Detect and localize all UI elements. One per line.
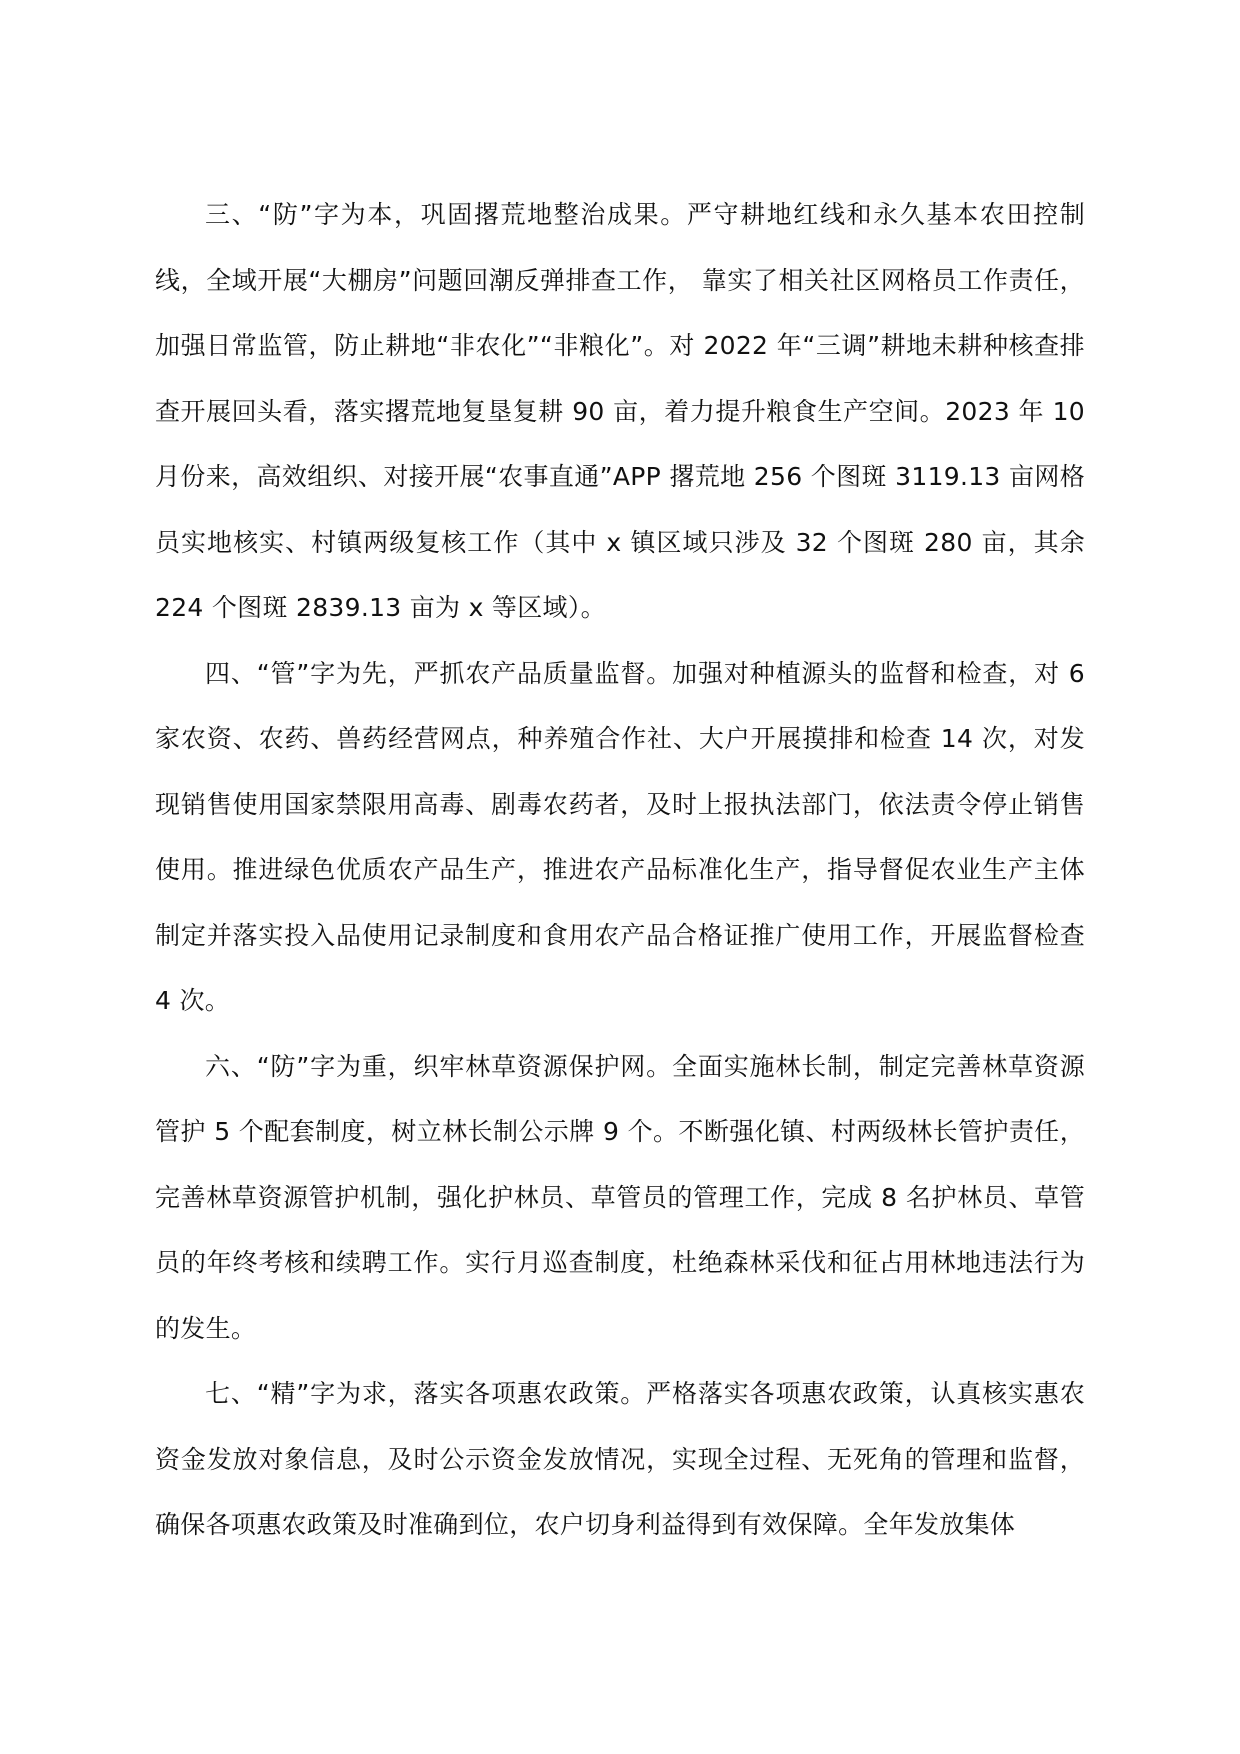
paragraph-forest-grassland-protection: 六、“防”字为重，织牢林草资源保护网。全面实施林长制，制定完善林草资源管护 5 个配套制度，树立林长制公示牌 9 个。不断强化镇、村两级林长管护责任，完善林草资源管护机制，强化护林员、草管员的管理工作，完成 8 名护林员、草管员的年终考核和续聘工作。实行月巡查制度，杜绝森林采伐和征占用林地违法行为的发生。 — [155, 1051, 1085, 1343]
document-body — [155, 182, 1085, 1558]
paragraph-quality-supervision: 四、“管”字为先，严抓农产品质量监督。加强对种植源头的监督和检查，对 6 家农资、农药、兽药经营网点，种养殖合作社、大户开展摸排和检查 14 次，对发现销售使用国家禁限用高毒、剧毒农药者，及时上报执法部门，依法责令停止销售使用。推进绿色优质农产品生产，推进农产品标准化生产，指导督促农业生产主体制定并落实投入品使用记录制度和食用农产品合格证推广使用工作，开展监督检查 4 次。 — [155, 658, 1085, 1015]
paragraph-prevention-abandoned-land: 三、“防”字为本，巩固撂荒地整治成果。严守耕地红线和永久基本农田控制线，全域开展“大棚房”问题回潮反弹排查工作， 靠实了相关社区网格员工作责任，加强日常监管，防止耕地“非农化”“非粮化”。对 2022 年“三调”耕地未耕种核查排查开展回头看，落实撂荒地复垦复耕 90 亩，着力提升粮食生产空间。2023 年 10 月份来，高效组织、对接开展“农事直通”APP 撂荒地 256 个图斑 3119.13 亩网格员实地核实、村镇两级复核工作（其中 x 镇区域只涉及 32 个图斑 280 亩，其余 224 个图斑 2839.13 亩为 x 等区域）。 — [155, 200, 1085, 622]
paragraph-agricultural-policies: 七、“精”字为求，落实各项惠农政策。严格落实各项惠农政策，认真核实惠农资金发放对象信息，及时公示资金发放情况，实现全过程、无死角的管理和监督，确保各项惠农政策及时准确到位，农户切身利益得到有效保障。全年发放集体 — [155, 1379, 1085, 1539]
